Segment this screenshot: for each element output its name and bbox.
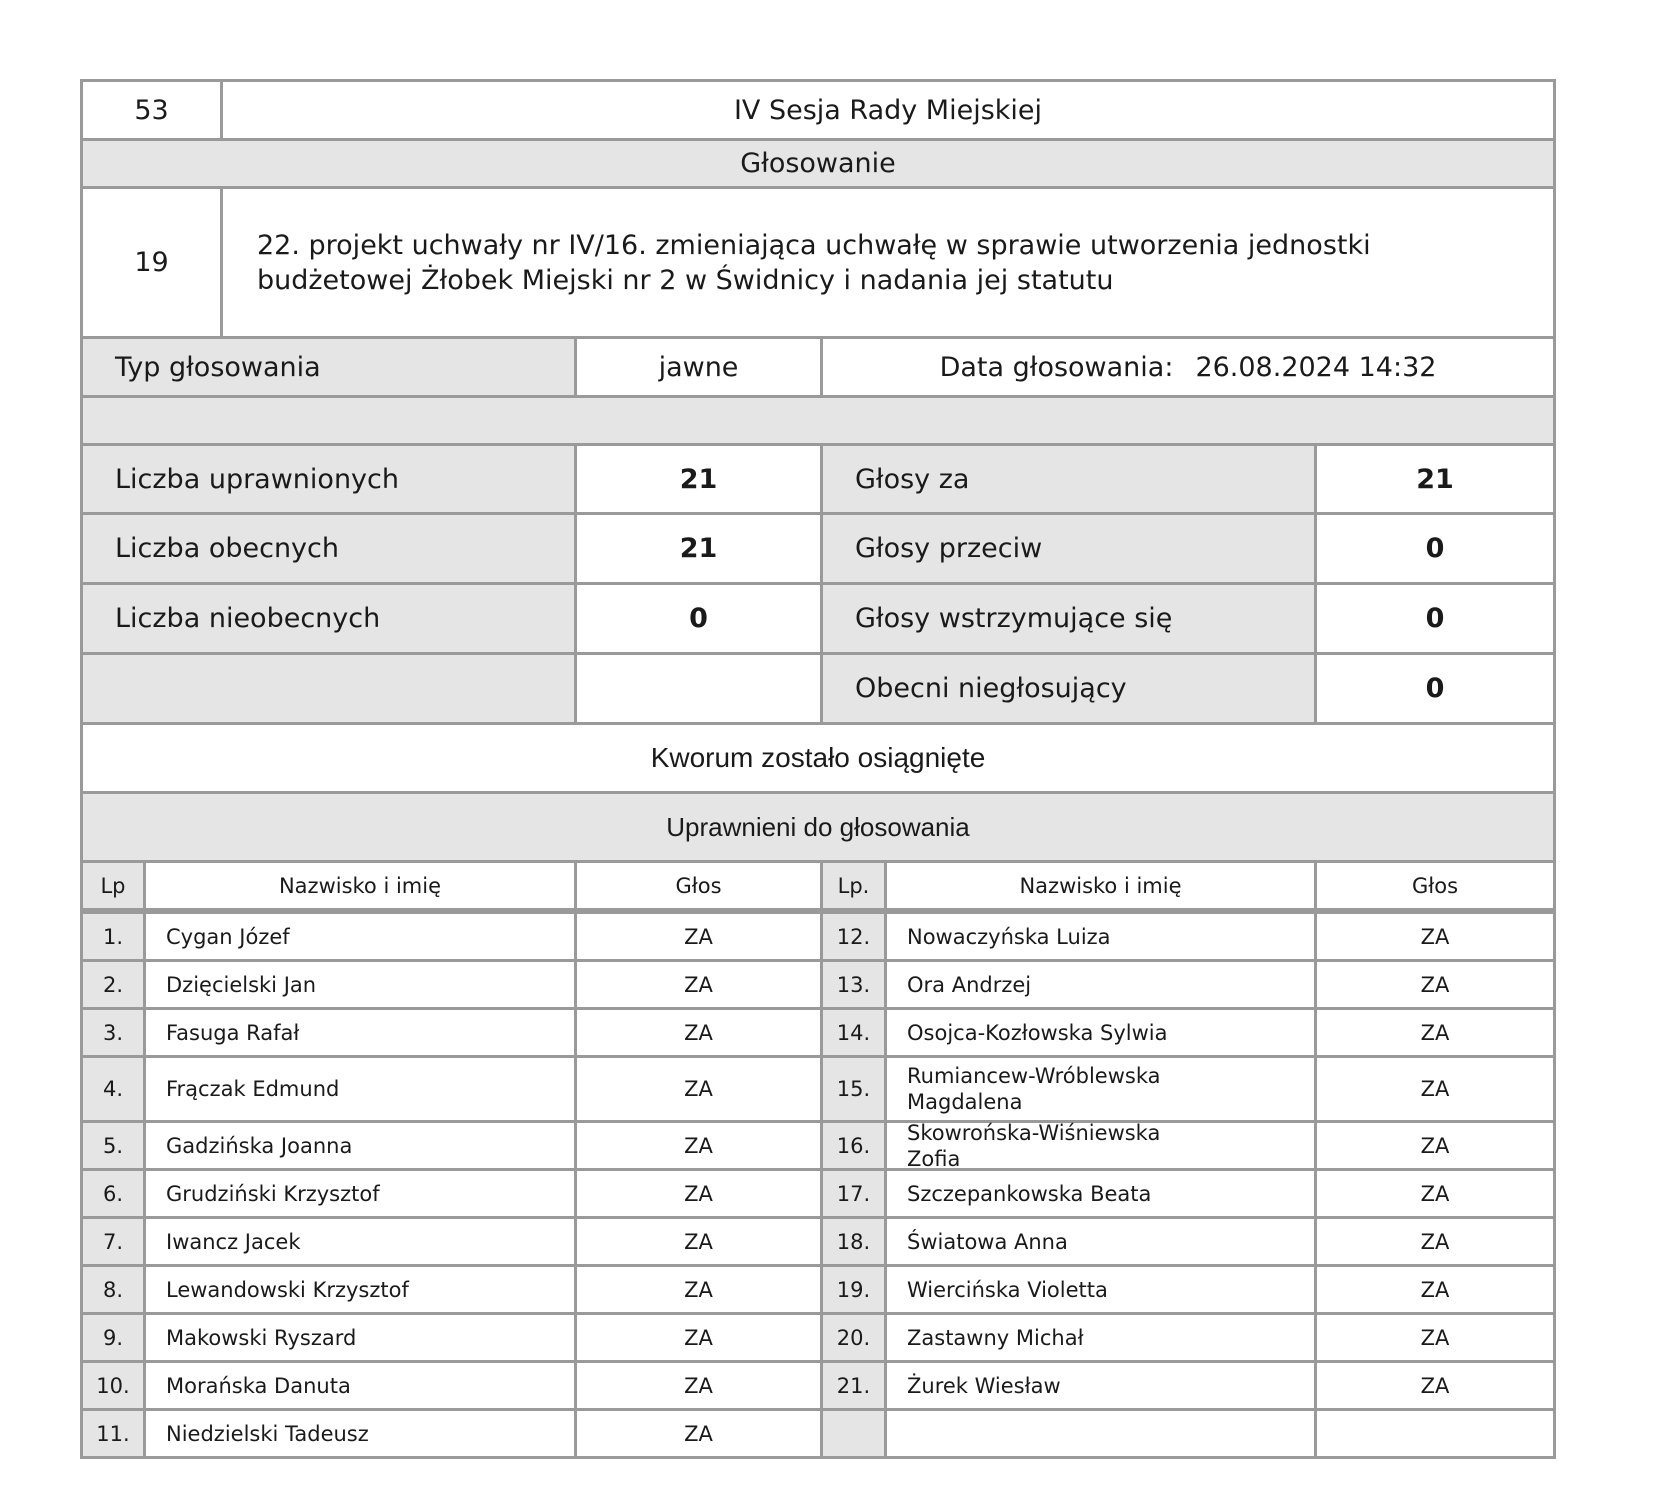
voter-vote: ZA	[577, 1010, 823, 1058]
voter-row	[80, 911, 1556, 962]
voter-vote: ZA	[1317, 1123, 1556, 1171]
voter-name: Iwancz Jacek	[146, 1219, 577, 1267]
voter-name: Fasuga Rafał	[146, 1010, 577, 1058]
voter-row	[80, 962, 1556, 1010]
voter-row	[80, 1120, 1556, 1171]
voter-vote: ZA	[577, 1219, 823, 1267]
abstain-value: 0	[1317, 585, 1556, 655]
present-value: 21	[577, 515, 823, 585]
voter-row	[80, 1363, 1556, 1411]
col-header-vote: Głos	[1317, 863, 1556, 911]
eligible-label: Liczba uprawnionych	[83, 446, 577, 515]
session-header-row	[80, 79, 1556, 141]
absent-label: Liczba nieobecnych	[83, 585, 577, 655]
voter-lp: 10.	[83, 1363, 146, 1411]
quorum-row	[80, 725, 1556, 794]
voter-lp: 13.	[823, 962, 887, 1010]
voter-lp: 16.	[823, 1123, 887, 1171]
voter-row	[80, 1010, 1556, 1058]
voter-lp: 11.	[83, 1411, 146, 1459]
voter-name: Lewandowski Krzysztof	[146, 1267, 577, 1315]
voter-name: Morańska Danuta	[146, 1363, 577, 1411]
stats-row	[80, 585, 1556, 655]
vote-date	[823, 339, 1556, 398]
voter-name: Rumiancew-Wróblewska Magdalena	[887, 1058, 1317, 1123]
votes-for-label: Głosy za	[823, 446, 1317, 515]
voter-vote: ZA	[577, 1315, 823, 1363]
voter-vote: ZA	[577, 914, 823, 962]
voter-name: Ora Andrzej	[887, 962, 1317, 1010]
voter-lp: 19.	[823, 1267, 887, 1315]
voter-vote: ZA	[1317, 1010, 1556, 1058]
voter-row	[80, 1219, 1556, 1267]
empty-cell	[577, 655, 823, 725]
stats-row	[80, 446, 1556, 515]
voter-vote: ZA	[577, 1363, 823, 1411]
vote-type-value: jawne	[577, 339, 823, 398]
voter-name: Cygan Józef	[146, 914, 577, 962]
voter-lp: 18.	[823, 1219, 887, 1267]
voter-lp: 20.	[823, 1315, 887, 1363]
empty-cell	[83, 655, 577, 725]
voter-name: Żurek Wiesław	[887, 1363, 1317, 1411]
vote-subject: 22. projekt uchwały nr IV/16. zmieniająca uchwałę w sprawie utworzenia jednostki budżetowej Żłobek Miejski nr 2 w Świdnicy i nadania jej statutu	[223, 189, 1556, 339]
voter-row	[80, 1058, 1556, 1123]
voter-name: Makowski Ryszard	[146, 1315, 577, 1363]
abstain-label: Głosy wstrzymujące się	[823, 585, 1317, 655]
col-header-vote: Głos	[577, 863, 823, 911]
voter-lp: 3.	[83, 1010, 146, 1058]
vote-date-label: Data głosowania:	[939, 351, 1174, 383]
voter-row	[80, 1315, 1556, 1363]
voter-lp: 5.	[83, 1123, 146, 1171]
voter-vote: ZA	[577, 1267, 823, 1315]
stats-row	[80, 515, 1556, 585]
voter-vote: ZA	[1317, 1267, 1556, 1315]
vote-date-value: 26.08.2024 14:32	[1195, 351, 1437, 383]
voter-lp: 4.	[83, 1058, 146, 1123]
stats-row	[80, 655, 1556, 725]
voting-report-table	[80, 79, 1556, 1459]
session-number: 53	[83, 82, 223, 141]
votes-against-label: Głosy przeciw	[823, 515, 1317, 585]
votes-against-value: 0	[1317, 515, 1556, 585]
voter-list	[80, 911, 1556, 1459]
voter-name: Dzięcielski Jan	[146, 962, 577, 1010]
voter-vote: ZA	[1317, 1315, 1556, 1363]
voter-vote	[1317, 1411, 1556, 1459]
list-header-row	[80, 863, 1556, 911]
voter-lp: 7.	[83, 1219, 146, 1267]
voter-name: Frączak Edmund	[146, 1058, 577, 1123]
voter-vote: ZA	[1317, 1058, 1556, 1123]
vote-type-label: Typ głosowania	[83, 339, 577, 398]
voter-name: Niedzielski Tadeusz	[146, 1411, 577, 1459]
list-title: Uprawnieni do głosowania	[83, 794, 1556, 863]
eligible-value: 21	[577, 446, 823, 515]
voter-vote: ZA	[577, 1411, 823, 1459]
spacer-row	[80, 398, 1556, 446]
voter-vote: ZA	[577, 962, 823, 1010]
voter-lp: 9.	[83, 1315, 146, 1363]
voter-lp: 8.	[83, 1267, 146, 1315]
vote-subject-row	[80, 189, 1556, 339]
voter-lp: 21.	[823, 1363, 887, 1411]
voter-vote: ZA	[1317, 914, 1556, 962]
voter-vote: ZA	[1317, 962, 1556, 1010]
voter-name: Osojca-Kozłowska Sylwia	[887, 1010, 1317, 1058]
voter-name: Skowrońska-Wiśniewska Zofia	[887, 1123, 1317, 1171]
voter-name: Szczepankowska Beata	[887, 1171, 1317, 1219]
session-title: IV Sesja Rady Miejskiej	[223, 82, 1556, 141]
col-header-name: Nazwisko i imię	[146, 863, 577, 911]
voter-vote: ZA	[577, 1123, 823, 1171]
voter-vote: ZA	[1317, 1171, 1556, 1219]
section-label: Głosowanie	[83, 141, 1556, 189]
voter-name: Zastawny Michał	[887, 1315, 1317, 1363]
voter-name: Światowa Anna	[887, 1219, 1317, 1267]
voter-name: Grudziński Krzysztof	[146, 1171, 577, 1219]
list-title-row	[80, 794, 1556, 863]
voter-vote: ZA	[1317, 1219, 1556, 1267]
voter-lp: 1.	[83, 914, 146, 962]
voter-row	[80, 1411, 1556, 1459]
voter-lp: 14.	[823, 1010, 887, 1058]
votes-for-value: 21	[1317, 446, 1556, 515]
col-header-lp: Lp.	[823, 863, 887, 911]
voter-vote: ZA	[577, 1058, 823, 1123]
quorum-status: Kworum zostało osiągnięte	[83, 725, 1556, 794]
present-not-voting-label: Obecni niegłosujący	[823, 655, 1317, 725]
present-not-voting-value: 0	[1317, 655, 1556, 725]
voter-lp: 6.	[83, 1171, 146, 1219]
voter-lp: 2.	[83, 962, 146, 1010]
col-header-lp: Lp	[83, 863, 146, 911]
voter-lp	[823, 1411, 887, 1459]
voter-lp: 12.	[823, 914, 887, 962]
col-header-name: Nazwisko i imię	[887, 863, 1317, 911]
voter-row	[80, 1267, 1556, 1315]
voter-name	[887, 1411, 1317, 1459]
present-label: Liczba obecnych	[83, 515, 577, 585]
voter-lp: 17.	[823, 1171, 887, 1219]
voter-vote: ZA	[577, 1171, 823, 1219]
voter-name: Nowaczyńska Luiza	[887, 914, 1317, 962]
vote-number: 19	[83, 189, 223, 339]
vote-type-row	[80, 339, 1556, 398]
absent-value: 0	[577, 585, 823, 655]
voter-row	[80, 1171, 1556, 1219]
spacer-cell	[83, 398, 1556, 446]
voter-name: Wiercińska Violetta	[887, 1267, 1317, 1315]
voter-vote: ZA	[1317, 1363, 1556, 1411]
voter-lp: 15.	[823, 1058, 887, 1123]
section-header-row	[80, 141, 1556, 189]
voter-name: Gadzińska Joanna	[146, 1123, 577, 1171]
